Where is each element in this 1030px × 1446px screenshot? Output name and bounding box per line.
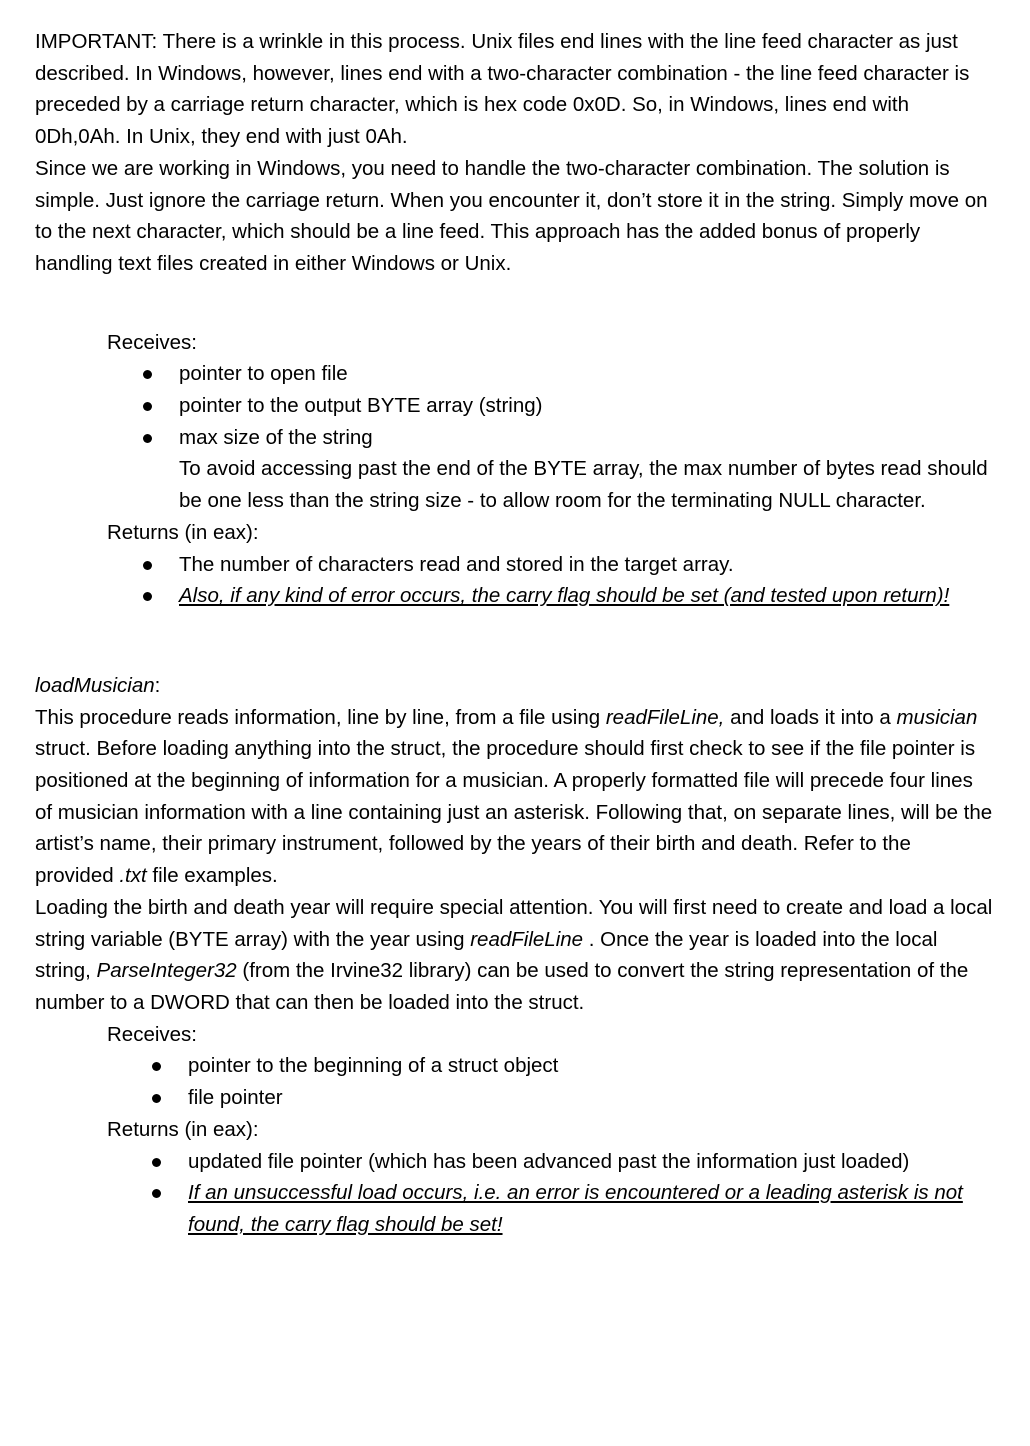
receives-label: Receives: [107,330,198,354]
list-item: file pointer [107,1082,995,1114]
bullet-icon [152,1158,161,1167]
bullet-icon [143,592,152,601]
document-page [35,26,995,1241]
section-heading: loadMusician: [35,673,161,697]
list-item: pointer to the beginning of a struct object [107,1050,995,1082]
loadmusician-returns-list [35,1146,995,1241]
bullet-icon [143,370,152,379]
list-item: max size of the string [107,422,995,454]
bullet-icon [143,402,152,411]
spacer [35,280,995,327]
important-paragraph: IMPORTANT: There is a wrinkle in this process. Unix files end lines with the line feed character as just described. In Windows, however, lines end with a two-character combination - the line feed character is preceded by a carriage return character, which is hex code 0x0D. So, in Windows, lines end with 0Dh,0Ah. In Unix, they end with just 0Ah. [35,30,970,149]
max-size-note: To avoid accessing past the end of the BYTE array, the max number of bytes read should be one less than the string size - to allow room for the terminating NULL character. [179,457,988,513]
list-item: updated file pointer (which has been advanced past the information just loaded) [107,1146,995,1178]
bullet-icon [152,1094,161,1103]
list-item: pointer to the output BYTE array (string) [107,390,995,422]
readfileline-returns-list [35,549,995,612]
bullet-icon [143,561,152,570]
windows-paragraph: Since we are working in Windows, you need to handle the two-character combination. The solution is simple. Just ignore the carriage return. When you encounter it, don’t store it in the string. Simply move on to the next character, which should be a line feed. This approach has the added bonus of properly handling text files created in either Windows or Unix. [35,156,988,275]
bullet-icon [143,434,152,443]
loadmusician-receives-list [35,1050,995,1113]
list-item: If an unsuccessful load occurs, i.e. an error is encountered or a leading asterisk is not found, the carry flag should be set! [107,1177,995,1240]
returns-label: Returns (in eax): [107,520,259,544]
returns-label: Returns (in eax): [107,1117,259,1141]
list-item: The number of characters read and stored in the target array. [107,549,995,581]
list-item: pointer to open file [107,358,995,390]
receives-label: Receives: [107,1022,198,1046]
loadmusician-description: This procedure reads information, line by line, from a file using readFileLine, and loads it into a musician struct. Before loading anything into the struct, the procedure should first check to see if the file pointer is positioned at the beginning of information for a musician. A properly formatted file will precede four lines of musician information with a line containing just an asterisk. Following that, on separate lines, will be the artist’s name, their primary instrument, followed by the years of their birth and death. Refer to the provided .txt file examples. [35,705,993,888]
readfileline-receives-list [35,358,995,453]
year-loading-paragraph: Loading the birth and death year will require special attention. You will first need to create and load a local string variable (BYTE array) with the year using readFileLine . Once the year is loaded into the local string, ParseInteger32 (from the Irvine32 library) can be used to convert the string representation of the number to a DWORD that can then be loaded into the struct. [35,895,993,1014]
list-item: Also, if any kind of error occurs, the carry flag should be set (and tested upon return)! [107,580,995,612]
bullet-icon [152,1189,161,1198]
spacer [35,612,995,670]
bullet-icon [152,1062,161,1071]
